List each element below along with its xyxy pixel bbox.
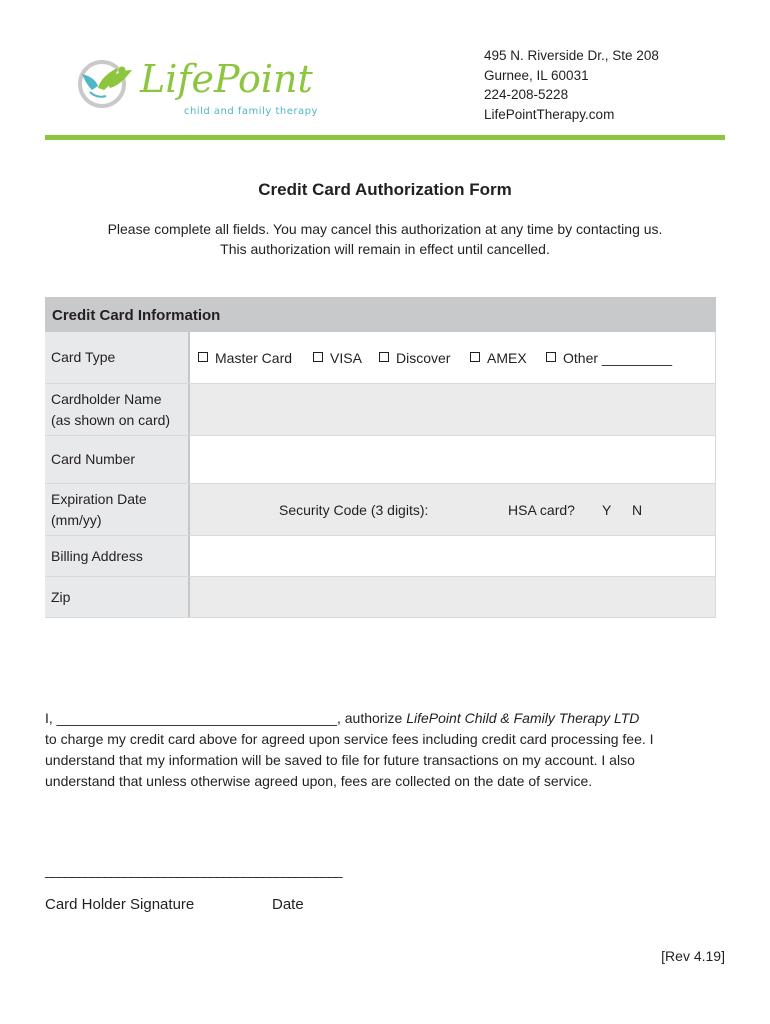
card-number-field[interactable]	[190, 436, 716, 483]
date-label: Date	[272, 896, 304, 913]
zip-row	[45, 577, 716, 618]
checkbox-icon[interactable]	[198, 352, 208, 362]
card-number-label-text: Card Number	[51, 451, 136, 467]
card-type-label	[45, 332, 190, 383]
authorization-line-3: understand that my information will be saved to file for future transactions on my account. I also	[45, 752, 635, 768]
form-title: Credit Card Authorization Form	[258, 180, 512, 199]
expiration-label-line-2: (mm/yy)	[51, 511, 102, 528]
option-label: VISA	[330, 349, 362, 366]
signature-label: Card Holder Signature	[45, 896, 195, 913]
checkbox-icon[interactable]	[470, 352, 480, 362]
authorization-company: LifePoint Child & Family Therapy LTD	[406, 710, 640, 726]
header-divider	[45, 135, 725, 140]
option-visa[interactable]	[313, 350, 362, 366]
lifepoint-logo	[78, 44, 318, 124]
hsa-no-option[interactable]: N	[632, 501, 643, 518]
hsa-card-label: HSA card?	[508, 501, 575, 518]
authorization-name-blank[interactable]: I, ____________________________________, authorize	[45, 710, 407, 726]
logo-tagline: child and family therapy	[184, 106, 318, 117]
option-other[interactable]	[546, 350, 672, 366]
card-type-row	[45, 332, 716, 384]
authorization-statement	[45, 708, 725, 792]
revision-label: [Rev 4.19]	[661, 948, 725, 964]
cardholder-name-field[interactable]	[190, 384, 716, 435]
checkbox-icon[interactable]	[313, 352, 323, 362]
cardholder-label-line-1: Cardholder Name	[51, 390, 162, 407]
billing-address-label	[45, 536, 190, 576]
credit-card-table	[45, 297, 716, 618]
address-website[interactable]: LifePointTherapy.com	[484, 106, 615, 122]
option-label: Discover	[396, 349, 451, 366]
checkbox-icon[interactable]	[379, 352, 389, 362]
option-amex[interactable]	[470, 350, 527, 366]
option-discover[interactable]	[379, 350, 450, 366]
expiration-label-line-1: Expiration Date	[51, 490, 147, 507]
authorization-line-2: to charge my credit card above for agreed upon service fees including credit card processing fee. I	[45, 731, 654, 747]
hsa-yes-option[interactable]: Y	[602, 501, 612, 518]
cardholder-name-label	[45, 384, 190, 435]
instructions-line-1: Please complete all fields. You may cancel this authorization at any time by contacting us.	[107, 221, 663, 237]
billing-address-label-text: Billing Address	[51, 547, 143, 564]
form-instructions	[0, 219, 770, 259]
zip-label-text: Zip	[51, 588, 71, 605]
address-phone: 224-208-5228	[484, 87, 569, 103]
authorization-line-1	[45, 708, 725, 729]
option-mastercard[interactable]	[198, 350, 292, 366]
security-code-label: Security Code (3 digits):	[279, 501, 429, 518]
cardholder-label-line-2: (as shown on card)	[51, 411, 171, 428]
instructions-line-2: This authorization will remain in effect until cancelled.	[220, 241, 550, 257]
billing-address-field[interactable]	[190, 536, 716, 576]
address-city: Gurnee, IL 60031	[484, 67, 589, 83]
card-type-field	[190, 332, 716, 383]
option-label: Master Card	[215, 349, 293, 366]
option-label: AMEX	[487, 349, 527, 366]
address-street: 495 N. Riverside Dr., Ste 208	[484, 48, 659, 63]
credit-card-table-header: Credit Card Information	[45, 297, 716, 332]
logo-wordmark: LifePoint	[140, 57, 313, 101]
zip-label	[45, 577, 190, 617]
cardholder-name-row	[45, 384, 716, 436]
signature-line[interactable]: _____________________________________________	[45, 862, 342, 878]
billing-address-row	[45, 536, 716, 577]
card-type-label-text: Card Type	[51, 349, 116, 365]
expiration-label	[45, 484, 190, 535]
zip-field[interactable]	[190, 577, 716, 617]
card-number-label	[45, 436, 190, 483]
expiration-field[interactable]	[190, 484, 716, 535]
expiration-row	[45, 484, 716, 536]
authorization-line-4: understand that unless otherwise agreed upon, fees are collected on the date of service.	[45, 773, 593, 789]
lifepoint-logo-graphic	[78, 44, 318, 124]
option-label: Other _________	[563, 349, 672, 366]
checkbox-icon[interactable]	[546, 352, 556, 362]
practice-address	[484, 46, 659, 124]
card-number-row	[45, 436, 716, 484]
